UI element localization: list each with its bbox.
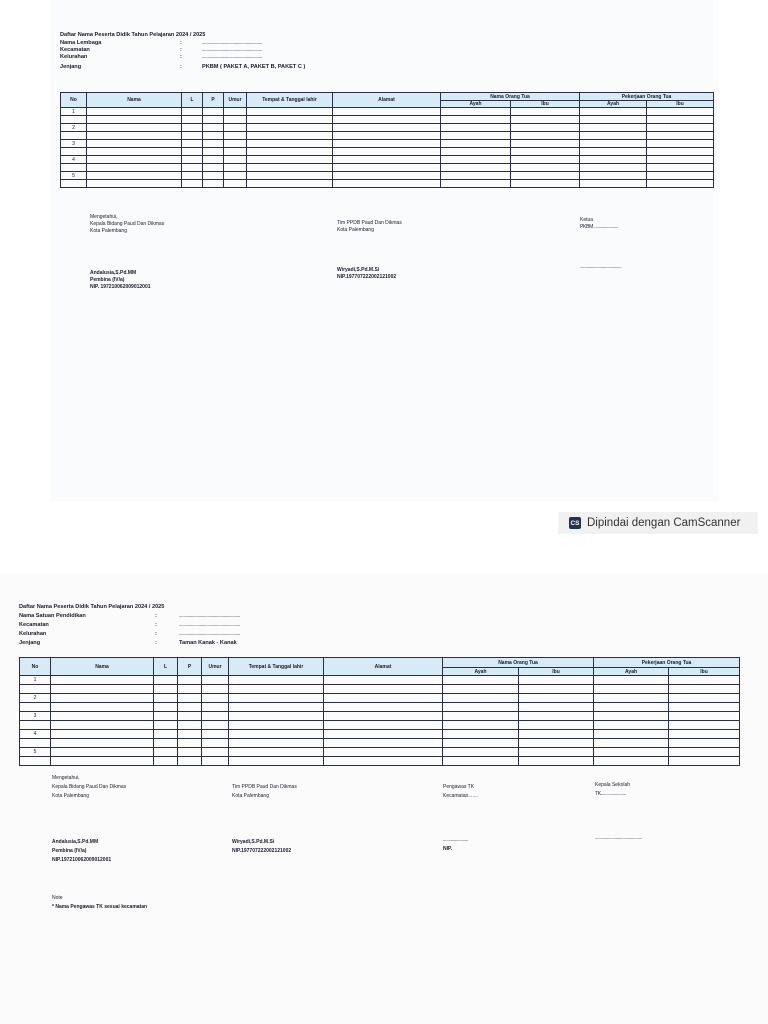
field-label: Kelurahan <box>19 631 47 637</box>
col-no: No <box>61 93 87 108</box>
student-table <box>60 92 714 188</box>
col-ayah: Ayah <box>580 101 647 108</box>
sig-left-line1: Mengetahui, <box>90 214 118 220</box>
sig-left-name: Andalusia,S.Pd.MM <box>90 270 137 276</box>
table-row-spacer <box>61 132 714 140</box>
table-row-spacer <box>20 739 740 748</box>
field-label: Jenjang <box>19 640 41 646</box>
table-row-spacer <box>61 164 714 172</box>
sig-middle-line2: Kota Palembang <box>337 227 374 233</box>
field-label: Kecamatan <box>19 622 49 628</box>
row-number: 1 <box>20 676 51 685</box>
col-pekerjaan-ortu: Pekerjaan Orang Tua <box>580 93 714 101</box>
table-row <box>61 124 714 132</box>
field-value: ....................................................... <box>202 47 262 53</box>
field-value: ........................................................ <box>179 622 240 628</box>
table-row <box>20 712 740 721</box>
row-number: 3 <box>20 712 51 721</box>
col-nama: Nama <box>87 93 182 108</box>
col-ttl: Tempat & Tanggal lahir <box>229 658 324 676</box>
col-no: No <box>20 658 51 676</box>
col-ayah: Ayah <box>594 668 669 676</box>
col-umur: Umur <box>224 93 247 108</box>
sig-pengawas-line1: Pengawas TK <box>443 784 475 790</box>
sig-left-nip: NIP.197210062009012001 <box>52 857 112 863</box>
col-ttl: Tempat & Tanggal lahir <box>247 93 333 108</box>
field-label: Nama Satuan Pendidikan <box>19 613 86 619</box>
table-row <box>20 730 740 739</box>
page2-title: Daftar Nama Peserta Didik Tahun Pelajaran 2024 / 2025 <box>19 604 165 610</box>
col-ibu: Ibu <box>519 668 594 676</box>
table-row <box>61 172 714 180</box>
sig-right-line3: ...................................... <box>580 264 622 270</box>
sig-pengawas-nip: NIP. <box>443 846 453 852</box>
col-ayah: Ayah <box>443 668 519 676</box>
table-row-spacer <box>20 685 740 694</box>
col-l: L <box>182 93 203 108</box>
table-row <box>61 108 714 116</box>
table-row-spacer <box>61 180 714 188</box>
table-row-spacer <box>61 148 714 156</box>
row-number: 1 <box>61 108 87 116</box>
sig-left-rank: Pembina (IV/a) <box>90 277 125 283</box>
table-row <box>20 676 740 685</box>
sig-left-line2: Kepala Bidang Paud Dan Dikmas <box>52 784 127 790</box>
col-alamat: Alamat <box>333 93 441 108</box>
sig-middle-line2: Kota Palembang <box>232 793 269 799</box>
sig-right-line2: PKBM ...................... <box>580 224 619 230</box>
table-row-spacer <box>61 116 714 124</box>
field-label: Kelurahan <box>60 54 88 60</box>
camscanner-label: Dipindai dengan CamScanner <box>587 517 741 529</box>
field-sep: : <box>180 64 182 70</box>
col-nama-ortu: Nama Orang Tua <box>443 658 594 668</box>
table-row-spacer <box>20 757 740 766</box>
sig-middle-name: Wiryadi,S.Pd.M.Si <box>232 839 275 845</box>
note-text: * Nama Pengawas TK sesuai kecamatan <box>52 904 148 910</box>
sig-right-line3: ........................................... <box>595 835 642 841</box>
field-sep: : <box>155 640 157 646</box>
sig-right-line1: Kepala Sekolah <box>595 782 631 788</box>
col-ibu: Ibu <box>669 668 740 676</box>
field-sep: : <box>155 613 157 619</box>
field-sep: : <box>180 54 182 60</box>
col-ibu: Ibu <box>511 101 580 108</box>
row-number: 5 <box>20 748 51 757</box>
field-value: Taman Kanak - Kanak <box>179 640 237 646</box>
camscanner-icon: CS <box>569 517 581 529</box>
sig-pengawas-line3: ....................... <box>443 837 469 843</box>
field-label: Jenjang <box>60 64 82 70</box>
row-number: 3 <box>61 140 87 148</box>
field-label: Nama Lembaga <box>60 40 102 46</box>
sig-left-line2: Kepala Bidang Paud Dan Dikmas <box>90 221 165 227</box>
field-value: ....................................................... <box>202 40 262 46</box>
page1-title: Daftar Nama Peserta Didik Tahun Pelajaran 2024 / 2025 <box>60 32 206 38</box>
sig-middle-nip: NIP.197707222002121002 <box>232 848 292 854</box>
row-number: 5 <box>61 172 87 180</box>
sig-right-line1: Ketua <box>580 217 594 223</box>
field-sep: : <box>180 40 182 46</box>
sig-left-nip: NIP. 197210062009012001 <box>90 284 151 290</box>
sig-middle-line1: Tim PPDB Paud Dan Dikmas <box>337 220 402 226</box>
table-row <box>61 156 714 164</box>
field-label: Kecamatan <box>60 47 90 53</box>
col-p: P <box>203 93 224 108</box>
table-row-spacer <box>20 703 740 712</box>
col-p: P <box>178 658 202 676</box>
table-row-spacer <box>20 721 740 730</box>
sig-left-rank: Pembina (IV/a) <box>52 848 87 854</box>
col-alamat: Alamat <box>324 658 443 676</box>
col-pekerjaan-ortu: Pekerjaan Orang Tua <box>594 658 740 668</box>
field-sep: : <box>155 631 157 637</box>
field-value: ........................................................ <box>179 613 240 619</box>
camscanner-watermark <box>558 512 758 534</box>
col-ayah: Ayah <box>441 101 511 108</box>
table-row <box>20 748 740 757</box>
field-value: PKBM ( PAKET A, PAKET B, PAKET C ) <box>202 64 306 70</box>
sig-middle-line1: Tim PPDB Paud Dan Dikmas <box>232 784 297 790</box>
col-ibu: Ibu <box>647 101 714 108</box>
field-value: ........................................................ <box>179 631 240 637</box>
row-number: 2 <box>61 124 87 132</box>
table-row <box>61 140 714 148</box>
col-umur: Umur <box>202 658 229 676</box>
note-label: Note <box>52 895 63 901</box>
field-value: ....................................................... <box>202 54 262 60</box>
row-number: 4 <box>61 156 87 164</box>
col-nama-ortu: Nama Orang Tua <box>441 93 580 101</box>
sig-left-line3: Kota Palembang <box>52 793 89 799</box>
row-number: 2 <box>20 694 51 703</box>
scanned-page-2 <box>0 573 768 1024</box>
sig-left-line1: Mengetahui, <box>52 775 80 781</box>
sig-left-name: Andalusia,S.Pd.MM <box>52 839 99 845</box>
sig-middle-name: Wiryadi,S.Pd.M.Si <box>337 267 380 273</box>
scanned-page-1 <box>50 0 719 502</box>
sig-pengawas-line2: Kecamatan....... <box>443 793 479 799</box>
row-number: 4 <box>20 730 51 739</box>
col-nama: Nama <box>51 658 154 676</box>
field-sep: : <box>180 47 182 53</box>
sig-left-line3: Kota Palembang <box>90 228 127 234</box>
sig-middle-nip: NIP.197707222002121002 <box>337 274 397 280</box>
sig-right-line2: TK....................... <box>595 791 626 797</box>
field-sep: : <box>155 622 157 628</box>
col-l: L <box>154 658 178 676</box>
student-table <box>19 657 740 766</box>
table-row <box>20 694 740 703</box>
